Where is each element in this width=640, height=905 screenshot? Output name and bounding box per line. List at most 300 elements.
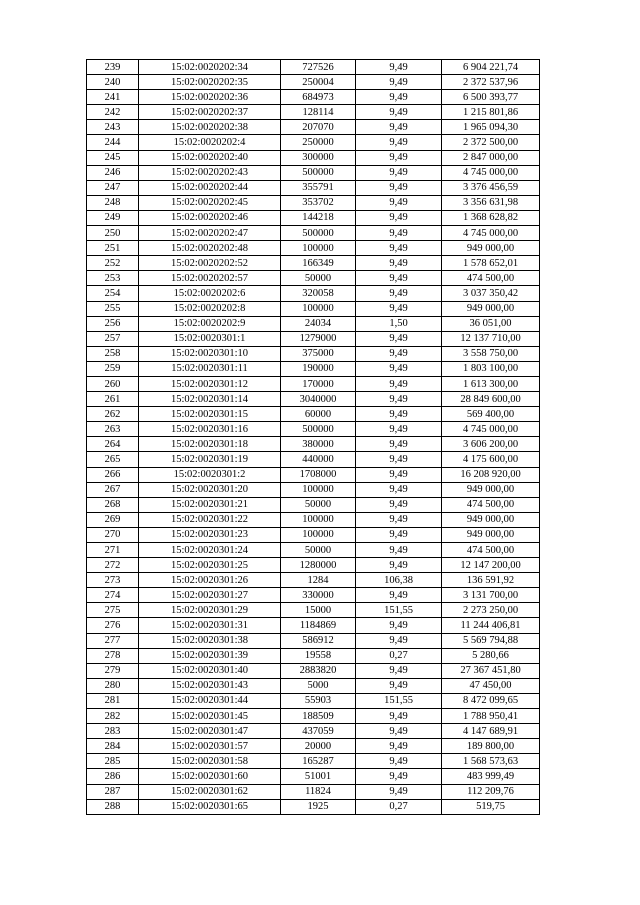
cadastral-number-cell: 15:02:0020301:15 <box>139 407 281 422</box>
value-cell: 3 356 631,98 <box>442 195 540 210</box>
area-cell: 727526 <box>281 60 356 75</box>
row-number-cell: 269 <box>87 512 139 527</box>
rate-cell: 9,49 <box>356 75 442 90</box>
row-number-cell: 286 <box>87 769 139 784</box>
area-cell: 684973 <box>281 90 356 105</box>
rate-cell: 9,49 <box>356 150 442 165</box>
cadastral-number-cell: 15:02:0020202:40 <box>139 150 281 165</box>
table-row <box>87 573 540 588</box>
area-cell: 144218 <box>281 210 356 225</box>
rate-cell: 9,49 <box>356 376 442 391</box>
row-number-cell: 245 <box>87 150 139 165</box>
value-cell: 189 800,00 <box>442 739 540 754</box>
row-number-cell: 247 <box>87 180 139 195</box>
table-row <box>87 301 540 316</box>
value-cell: 47 450,00 <box>442 678 540 693</box>
table-row <box>87 784 540 799</box>
value-cell: 2 273 250,00 <box>442 603 540 618</box>
rate-cell: 9,49 <box>356 331 442 346</box>
value-cell: 12 137 710,00 <box>442 331 540 346</box>
rate-cell: 9,49 <box>356 301 442 316</box>
row-number-cell: 266 <box>87 467 139 482</box>
rate-cell: 9,49 <box>356 165 442 180</box>
table-row <box>87 120 540 135</box>
rate-cell: 9,49 <box>356 361 442 376</box>
row-number-cell: 246 <box>87 165 139 180</box>
cadastral-number-cell: 15:02:0020202:38 <box>139 120 281 135</box>
cadastral-number-cell: 15:02:0020301:58 <box>139 754 281 769</box>
table-body <box>87 60 540 815</box>
cadastral-number-cell: 15:02:0020202:45 <box>139 195 281 210</box>
area-cell: 1184869 <box>281 618 356 633</box>
rate-cell: 9,49 <box>356 120 442 135</box>
cadastral-number-cell: 15:02:0020301:60 <box>139 769 281 784</box>
row-number-cell: 277 <box>87 633 139 648</box>
cadastral-number-cell: 15:02:0020202:8 <box>139 301 281 316</box>
table-row <box>87 361 540 376</box>
table-row <box>87 739 540 754</box>
value-cell: 949 000,00 <box>442 301 540 316</box>
value-cell: 4 745 000,00 <box>442 422 540 437</box>
table-row <box>87 588 540 603</box>
cadastral-number-cell: 15:02:0020202:6 <box>139 286 281 301</box>
cadastral-number-cell: 15:02:0020301:45 <box>139 709 281 724</box>
row-number-cell: 243 <box>87 120 139 135</box>
table-row <box>87 256 540 271</box>
area-cell: 300000 <box>281 150 356 165</box>
area-cell: 375000 <box>281 346 356 361</box>
row-number-cell: 271 <box>87 543 139 558</box>
row-number-cell: 278 <box>87 648 139 663</box>
area-cell: 2883820 <box>281 663 356 678</box>
cadastral-number-cell: 15:02:0020301:47 <box>139 724 281 739</box>
area-cell: 353702 <box>281 195 356 210</box>
row-number-cell: 284 <box>87 739 139 754</box>
rate-cell: 9,49 <box>356 346 442 361</box>
value-cell: 6 500 393,77 <box>442 90 540 105</box>
cadastral-number-cell: 15:02:0020301:16 <box>139 422 281 437</box>
cadastral-number-cell: 15:02:0020301:18 <box>139 437 281 452</box>
cadastral-number-cell: 15:02:0020202:48 <box>139 241 281 256</box>
table-row <box>87 693 540 708</box>
cadastral-number-cell: 15:02:0020301:27 <box>139 588 281 603</box>
rate-cell: 9,49 <box>356 527 442 542</box>
table-row <box>87 452 540 467</box>
value-cell: 112 209,76 <box>442 784 540 799</box>
cadastral-number-cell: 15:02:0020202:35 <box>139 75 281 90</box>
table-row <box>87 346 540 361</box>
value-cell: 8 472 099,65 <box>442 693 540 708</box>
rate-cell: 9,49 <box>356 739 442 754</box>
row-number-cell: 251 <box>87 241 139 256</box>
area-cell: 100000 <box>281 301 356 316</box>
value-cell: 2 372 537,96 <box>442 75 540 90</box>
cadastral-number-cell: 15:02:0020202:46 <box>139 210 281 225</box>
area-cell: 320058 <box>281 286 356 301</box>
area-cell: 166349 <box>281 256 356 271</box>
rate-cell: 9,49 <box>356 558 442 573</box>
value-cell: 16 208 920,00 <box>442 467 540 482</box>
value-cell: 1 788 950,41 <box>442 709 540 724</box>
cadastral-number-cell: 15:02:0020202:57 <box>139 271 281 286</box>
table-row <box>87 437 540 452</box>
area-cell: 100000 <box>281 241 356 256</box>
value-cell: 4 175 600,00 <box>442 452 540 467</box>
cadastral-number-cell: 15:02:0020202:37 <box>139 105 281 120</box>
area-cell: 24034 <box>281 316 356 331</box>
rate-cell: 9,49 <box>356 709 442 724</box>
row-number-cell: 280 <box>87 678 139 693</box>
table-row <box>87 558 540 573</box>
rate-cell: 9,49 <box>356 135 442 150</box>
area-cell: 15000 <box>281 603 356 618</box>
row-number-cell: 253 <box>87 271 139 286</box>
row-number-cell: 260 <box>87 376 139 391</box>
rate-cell: 9,49 <box>356 497 442 512</box>
area-cell: 250000 <box>281 135 356 150</box>
rate-cell: 9,49 <box>356 588 442 603</box>
rate-cell: 9,49 <box>356 724 442 739</box>
table-row <box>87 663 540 678</box>
table-row <box>87 150 540 165</box>
rate-cell: 9,49 <box>356 437 442 452</box>
area-cell: 19558 <box>281 648 356 663</box>
table-row <box>87 709 540 724</box>
row-number-cell: 258 <box>87 346 139 361</box>
cadastral-number-cell: 15:02:0020202:44 <box>139 180 281 195</box>
rate-cell: 9,49 <box>356 512 442 527</box>
cadastral-number-cell: 15:02:0020301:44 <box>139 693 281 708</box>
area-cell: 165287 <box>281 754 356 769</box>
area-cell: 330000 <box>281 588 356 603</box>
table-row <box>87 210 540 225</box>
value-cell: 1 803 100,00 <box>442 361 540 376</box>
rate-cell: 9,49 <box>356 784 442 799</box>
value-cell: 11 244 406,81 <box>442 618 540 633</box>
value-cell: 1 215 801,86 <box>442 105 540 120</box>
table-row <box>87 724 540 739</box>
row-number-cell: 241 <box>87 90 139 105</box>
cadastral-number-cell: 15:02:0020202:34 <box>139 60 281 75</box>
row-number-cell: 274 <box>87 588 139 603</box>
value-cell: 1 965 094,30 <box>442 120 540 135</box>
table-row <box>87 467 540 482</box>
value-cell: 12 147 200,00 <box>442 558 540 573</box>
table-row <box>87 482 540 497</box>
rate-cell: 9,49 <box>356 452 442 467</box>
cadastral-number-cell: 15:02:0020301:19 <box>139 452 281 467</box>
rate-cell: 9,49 <box>356 105 442 120</box>
rate-cell: 9,49 <box>356 392 442 407</box>
area-cell: 20000 <box>281 739 356 754</box>
row-number-cell: 254 <box>87 286 139 301</box>
table-row <box>87 422 540 437</box>
area-cell: 50000 <box>281 271 356 286</box>
row-number-cell: 261 <box>87 392 139 407</box>
cadastral-number-cell: 15:02:0020301:24 <box>139 543 281 558</box>
value-cell: 474 500,00 <box>442 497 540 512</box>
rate-cell: 9,49 <box>356 90 442 105</box>
row-number-cell: 270 <box>87 527 139 542</box>
value-cell: 5 280,66 <box>442 648 540 663</box>
rate-cell: 9,49 <box>356 633 442 648</box>
row-number-cell: 257 <box>87 331 139 346</box>
row-number-cell: 282 <box>87 709 139 724</box>
row-number-cell: 255 <box>87 301 139 316</box>
cadastral-number-cell: 15:02:0020301:2 <box>139 467 281 482</box>
row-number-cell: 268 <box>87 497 139 512</box>
row-number-cell: 249 <box>87 210 139 225</box>
cadastral-number-cell: 15:02:0020301:21 <box>139 497 281 512</box>
rate-cell: 9,49 <box>356 210 442 225</box>
value-cell: 36 051,00 <box>442 316 540 331</box>
cadastral-number-cell: 15:02:0020301:40 <box>139 663 281 678</box>
value-cell: 519,75 <box>442 799 540 814</box>
value-cell: 4 745 000,00 <box>442 226 540 241</box>
rate-cell: 9,49 <box>356 286 442 301</box>
rate-cell: 151,55 <box>356 603 442 618</box>
value-cell: 3 037 350,42 <box>442 286 540 301</box>
table-row <box>87 195 540 210</box>
value-cell: 6 904 221,74 <box>442 60 540 75</box>
cadastral-number-cell: 15:02:0020301:14 <box>139 392 281 407</box>
row-number-cell: 250 <box>87 226 139 241</box>
table-row <box>87 512 540 527</box>
area-cell: 380000 <box>281 437 356 452</box>
table-row <box>87 90 540 105</box>
rate-cell: 9,49 <box>356 180 442 195</box>
value-cell: 4 745 000,00 <box>442 165 540 180</box>
area-cell: 1708000 <box>281 467 356 482</box>
area-cell: 100000 <box>281 512 356 527</box>
cadastral-number-cell: 15:02:0020202:47 <box>139 226 281 241</box>
area-cell: 500000 <box>281 226 356 241</box>
area-cell: 60000 <box>281 407 356 422</box>
rate-cell: 9,49 <box>356 467 442 482</box>
cadastral-number-cell: 15:02:0020301:25 <box>139 558 281 573</box>
value-cell: 1 368 628,82 <box>442 210 540 225</box>
value-cell: 27 367 451,80 <box>442 663 540 678</box>
area-cell: 100000 <box>281 482 356 497</box>
table-row <box>87 392 540 407</box>
value-cell: 3 558 750,00 <box>442 346 540 361</box>
table-row <box>87 105 540 120</box>
rate-cell: 0,27 <box>356 648 442 663</box>
value-cell: 1 568 573,63 <box>442 754 540 769</box>
value-cell: 136 591,92 <box>442 573 540 588</box>
rate-cell: 151,55 <box>356 693 442 708</box>
rate-cell: 9,49 <box>356 241 442 256</box>
row-number-cell: 240 <box>87 75 139 90</box>
area-cell: 170000 <box>281 376 356 391</box>
area-cell: 190000 <box>281 361 356 376</box>
value-cell: 3 606 200,00 <box>442 437 540 452</box>
area-cell: 3040000 <box>281 392 356 407</box>
rate-cell: 9,49 <box>356 482 442 497</box>
area-cell: 128114 <box>281 105 356 120</box>
value-cell: 483 999,49 <box>442 769 540 784</box>
rate-cell: 106,38 <box>356 573 442 588</box>
value-cell: 949 000,00 <box>442 527 540 542</box>
table-row <box>87 497 540 512</box>
rate-cell: 0,27 <box>356 799 442 814</box>
value-cell: 949 000,00 <box>442 482 540 497</box>
table-row <box>87 75 540 90</box>
area-cell: 1279000 <box>281 331 356 346</box>
table-row <box>87 331 540 346</box>
value-cell: 474 500,00 <box>442 271 540 286</box>
value-cell: 28 849 600,00 <box>442 392 540 407</box>
rate-cell: 9,49 <box>356 195 442 210</box>
rate-cell: 9,49 <box>356 618 442 633</box>
cadastral-number-cell: 15:02:0020202:36 <box>139 90 281 105</box>
area-cell: 586912 <box>281 633 356 648</box>
cadastral-number-cell: 15:02:0020301:57 <box>139 739 281 754</box>
table-row <box>87 754 540 769</box>
row-number-cell: 283 <box>87 724 139 739</box>
table-row <box>87 543 540 558</box>
row-number-cell: 239 <box>87 60 139 75</box>
area-cell: 5000 <box>281 678 356 693</box>
cadastral-number-cell: 15:02:0020301:23 <box>139 527 281 542</box>
row-number-cell: 273 <box>87 573 139 588</box>
table-row <box>87 603 540 618</box>
area-cell: 437059 <box>281 724 356 739</box>
table-row <box>87 135 540 150</box>
row-number-cell: 262 <box>87 407 139 422</box>
row-number-cell: 276 <box>87 618 139 633</box>
area-cell: 50000 <box>281 497 356 512</box>
row-number-cell: 288 <box>87 799 139 814</box>
cadastral-number-cell: 15:02:0020301:62 <box>139 784 281 799</box>
area-cell: 440000 <box>281 452 356 467</box>
table-row <box>87 769 540 784</box>
rate-cell: 9,49 <box>356 754 442 769</box>
area-cell: 188509 <box>281 709 356 724</box>
cadastral-number-cell: 15:02:0020301:22 <box>139 512 281 527</box>
row-number-cell: 285 <box>87 754 139 769</box>
table-row <box>87 618 540 633</box>
row-number-cell: 242 <box>87 105 139 120</box>
table-row <box>87 286 540 301</box>
area-cell: 55903 <box>281 693 356 708</box>
rate-cell: 9,49 <box>356 60 442 75</box>
row-number-cell: 279 <box>87 663 139 678</box>
value-cell: 949 000,00 <box>442 241 540 256</box>
rate-cell: 9,49 <box>356 678 442 693</box>
row-number-cell: 267 <box>87 482 139 497</box>
cadastral-number-cell: 15:02:0020301:43 <box>139 678 281 693</box>
rate-cell: 9,49 <box>356 271 442 286</box>
rate-cell: 9,49 <box>356 769 442 784</box>
cadastral-number-cell: 15:02:0020301:10 <box>139 346 281 361</box>
row-number-cell: 259 <box>87 361 139 376</box>
table-row <box>87 165 540 180</box>
area-cell: 355791 <box>281 180 356 195</box>
area-cell: 1280000 <box>281 558 356 573</box>
cadastral-number-cell: 15:02:0020202:52 <box>139 256 281 271</box>
rate-cell: 9,49 <box>356 663 442 678</box>
cadastral-number-cell: 15:02:0020202:4 <box>139 135 281 150</box>
cadastral-value-table <box>86 59 540 815</box>
area-cell: 500000 <box>281 165 356 180</box>
table-row <box>87 376 540 391</box>
rate-cell: 9,49 <box>356 226 442 241</box>
rate-cell: 9,49 <box>356 256 442 271</box>
row-number-cell: 275 <box>87 603 139 618</box>
table-row <box>87 60 540 75</box>
area-cell: 11824 <box>281 784 356 799</box>
value-cell: 3 376 456,59 <box>442 180 540 195</box>
value-cell: 474 500,00 <box>442 543 540 558</box>
row-number-cell: 252 <box>87 256 139 271</box>
table-row <box>87 678 540 693</box>
row-number-cell: 244 <box>87 135 139 150</box>
cadastral-number-cell: 15:02:0020202:43 <box>139 165 281 180</box>
area-cell: 1284 <box>281 573 356 588</box>
value-cell: 1 578 652,01 <box>442 256 540 271</box>
cadastral-number-cell: 15:02:0020301:31 <box>139 618 281 633</box>
cadastral-number-cell: 15:02:0020301:26 <box>139 573 281 588</box>
row-number-cell: 265 <box>87 452 139 467</box>
value-cell: 2 847 000,00 <box>442 150 540 165</box>
area-cell: 1925 <box>281 799 356 814</box>
cadastral-number-cell: 15:02:0020301:38 <box>139 633 281 648</box>
table-row <box>87 271 540 286</box>
row-number-cell: 264 <box>87 437 139 452</box>
cadastral-number-cell: 15:02:0020301:11 <box>139 361 281 376</box>
cadastral-number-cell: 15:02:0020301:1 <box>139 331 281 346</box>
row-number-cell: 287 <box>87 784 139 799</box>
area-cell: 207070 <box>281 120 356 135</box>
table-row <box>87 527 540 542</box>
value-cell: 949 000,00 <box>442 512 540 527</box>
area-cell: 50000 <box>281 543 356 558</box>
cadastral-number-cell: 15:02:0020202:9 <box>139 316 281 331</box>
area-cell: 51001 <box>281 769 356 784</box>
rate-cell: 1,50 <box>356 316 442 331</box>
value-cell: 5 569 794,88 <box>442 633 540 648</box>
row-number-cell: 256 <box>87 316 139 331</box>
cadastral-number-cell: 15:02:0020301:20 <box>139 482 281 497</box>
area-cell: 100000 <box>281 527 356 542</box>
value-cell: 569 400,00 <box>442 407 540 422</box>
value-cell: 1 613 300,00 <box>442 376 540 391</box>
table-row <box>87 633 540 648</box>
rate-cell: 9,49 <box>356 407 442 422</box>
row-number-cell: 281 <box>87 693 139 708</box>
value-cell: 2 372 500,00 <box>442 135 540 150</box>
area-cell: 500000 <box>281 422 356 437</box>
row-number-cell: 272 <box>87 558 139 573</box>
value-cell: 4 147 689,91 <box>442 724 540 739</box>
table-row <box>87 226 540 241</box>
cadastral-number-cell: 15:02:0020301:29 <box>139 603 281 618</box>
row-number-cell: 248 <box>87 195 139 210</box>
cadastral-number-cell: 15:02:0020301:39 <box>139 648 281 663</box>
table-row <box>87 407 540 422</box>
rate-cell: 9,49 <box>356 543 442 558</box>
table-row <box>87 316 540 331</box>
table-row <box>87 648 540 663</box>
cadastral-number-cell: 15:02:0020301:65 <box>139 799 281 814</box>
rate-cell: 9,49 <box>356 422 442 437</box>
row-number-cell: 263 <box>87 422 139 437</box>
table-row <box>87 241 540 256</box>
table-row <box>87 799 540 814</box>
table-row <box>87 180 540 195</box>
area-cell: 250004 <box>281 75 356 90</box>
